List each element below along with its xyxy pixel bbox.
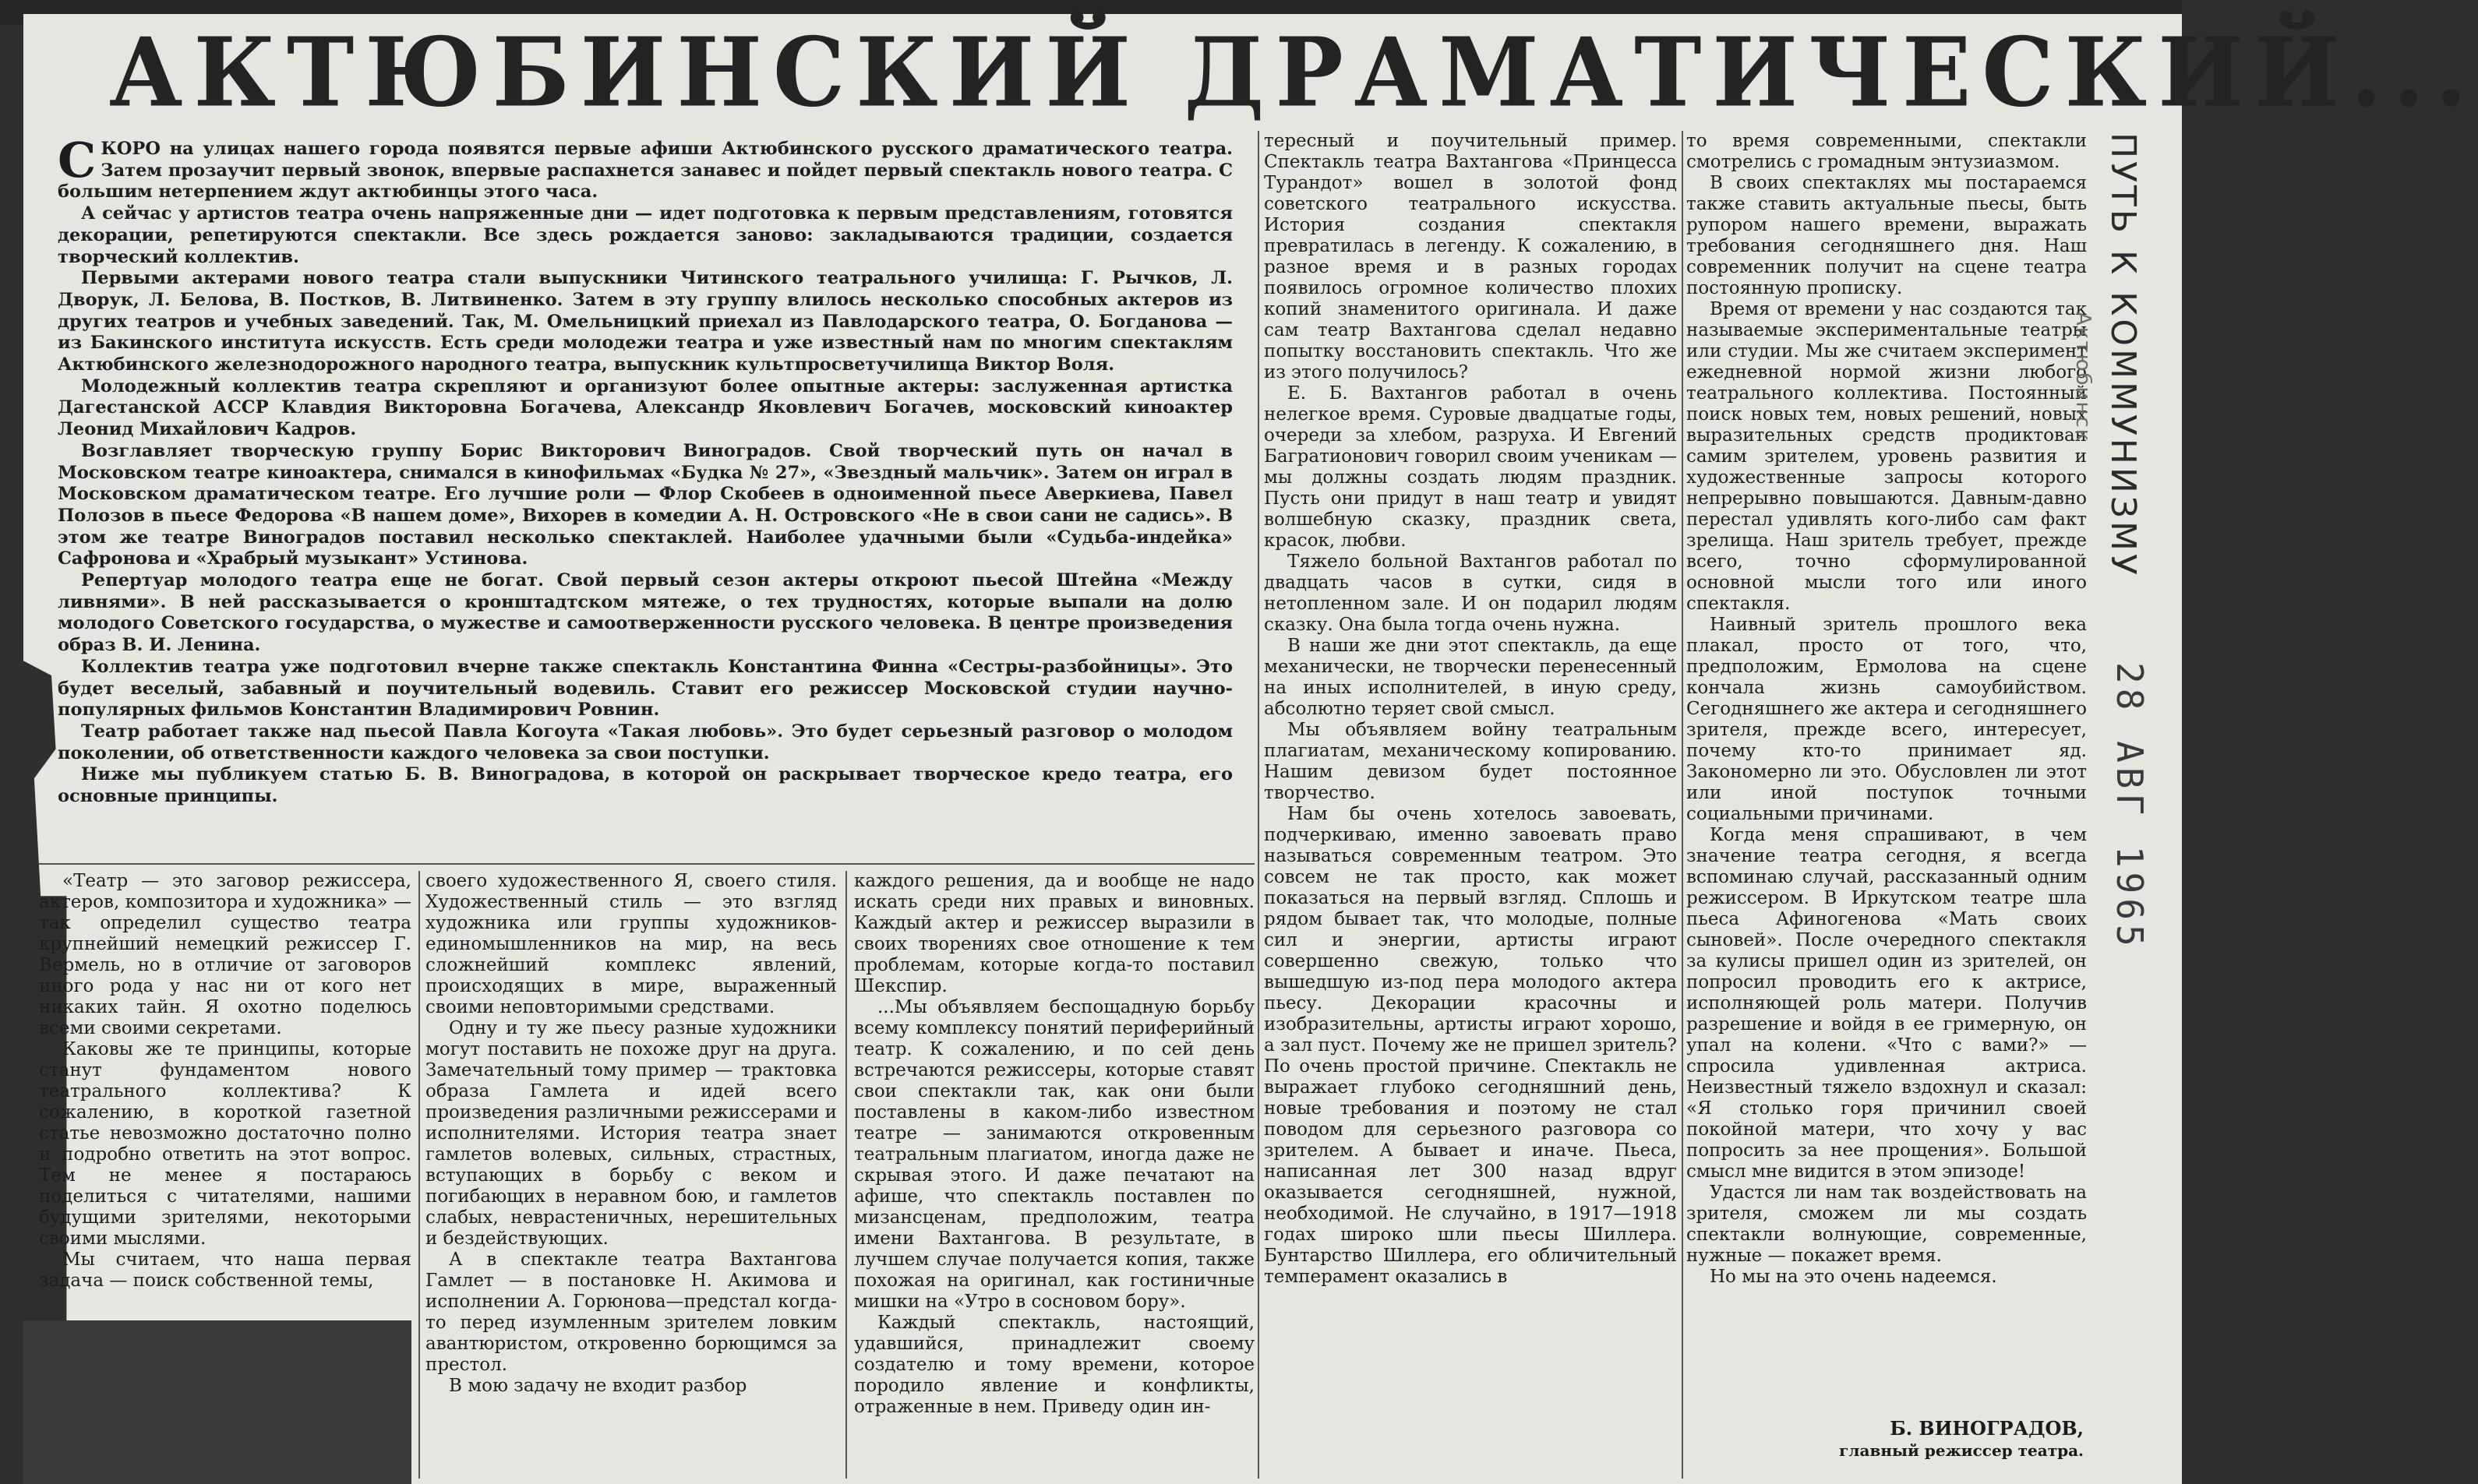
article-column-5 (1686, 131, 2087, 1455)
paragraph: тересный и поучительный пример. Спектакль театра Вахтангова «Принцесса Турандот» вошел в золотой фонд советского театрального искусства. История создания спектакля превратилась в легенду. К сожалению, в разное время и в разных городах появилось огромное количество плохих копий знаменитого оригинала. И даже сам театр Вахтангова сделал недавно попытку восстановить спектакль. Что же из этого получилось? (1264, 131, 1677, 382)
column-divider (1258, 131, 1259, 1479)
intro-paragraph-4: Молодежный коллектив театра скрепляют и организуют более опытные актеры: заслуженная артистка Дагестанской АССР Клавдия Викторовна Богачева, Александр Яковлевич Богачев, московский киноактер Леонид Михайлович Кадров. (58, 375, 1233, 440)
intro-paragraph-6: Репертуар молодого театра еще не богат. Свой первый сезон актеры откроют пьесой Штейна «Между ливнями». В ней рассказывается о кронштадтском мятеже, о тех трудностях, которые выпали на долю молодого Советского государства, о мужестве и самоотверженности русского человека. В центре произведения образ В. И. Ленина. (58, 570, 1233, 656)
paragraph: «Театр — это заговор режиссера, актеров, композитора и художника» — так определил существо театра крупнейший немецкий режиссер Г. Вермель, но в отличие от заговоров иного рода у нас ни от кого нет никаких тайн. Я охотно поделюсь всеми своими секретами. (39, 871, 411, 1038)
paragraph: Когда меня спрашивают, в чем значение театра сегодня, я всегда вспоминаю случай, рассказанный одним режиссером. В Иркутском театре шла пьеса Афиногенова «Мать своих сыновей». После очередного спектакля за кулисы пришел один из зрителей, он попросил проводить его к актрисе, исполняющей роль матери. Получив разрешение и войдя в ее гримерную, он упал на колени. «Что с вами?» — спросила удивленная актриса. Неизвестный тяжело вздохнул и сказал: «Я столько горя причинил своей покойной матери, что хочу у вас попросить за нее прощения». Большой смысл мне видится в этом эпизоде! (1686, 825, 2087, 1182)
paragraph: Мы считаем, что наша первая задача — поиск собственной темы, (39, 1250, 411, 1291)
paragraph: А в спектакле театра Вахтангова Гамлет — в постановке Н. Акимова и исполнении А. Горюнова—предстал когда-то перед изумленным зрителем ловким авантюристом, откровенно борющимся за престол. (425, 1250, 837, 1375)
paragraph: каждого решения, да и вообще не надо искать среди них правых и виновных. Каждый актер и режиссер выразили в своих творениях свое отношение к тем проблемам, которые когда-то поставил Шекспир. (854, 871, 1255, 996)
intro-section (58, 132, 1233, 844)
article-column-3 (854, 871, 1255, 1479)
city-stamp: Актюбинск (2071, 312, 2095, 443)
paragraph: ...Мы объявляем беспощадную борьбу всему комплексу понятий периферийный театр. К сожалению, и по сей день встречаются режиссеры, которые ставят свои спектакли так, как они были поставлены в каком-либо известном театре — занимаются откровенным театральным плагиатом, иногда даже не скрывая этого. И даже печатают на афише, что спектакль поставлен по мизансценам, предположим, театра имени Вахтангова. В результате, в лучшем случае получается копия, также похожая на оригинал, как гостиничные мишки на «Утро в сосновом бору». (854, 997, 1255, 1312)
paragraph: В наши же дни этот спектакль, да еще механически, не творчески перенесенный на иных исполнителей, в иную среду, абсолютно теряет свой смысл. (1264, 636, 1677, 719)
column-divider (418, 871, 420, 1479)
paragraph: Нам бы очень хотелось завоевать, подчеркиваю, именно завоевать право называться современным театром. Это совсем не так просто, как может показаться на первый взгляд. Сплошь и рядом бывает так, что молодые, полные сил и энергии, артисты играют совершенно свежую, только что вышедшую из-под пера молодого актера пьесу. Декорации красочны и изобразительны, артисты играют хорошо, а зал пуст. Почему же не пришел зритель? По очень простой причине. Спектакль не выражает глубоко сегодняшний день, новые требования и поэтому не стал поводом для серьезного разговора со зрителем. А бывает и иначе. Пьеса, написанная лет 300 назад вдруг оказывается сегодняшней, нужной, необходимой. Не случайно, в 1917—1918 годах широко шли пьесы Шиллера. Бунтарство Шиллера, его обличительный темперамент оказались в (1264, 804, 1677, 1287)
paragraph: Тяжело больной Вахтангов работал по двадцать часов в сутки, сидя в нетопленном зале. И он подарил людям сказку. Она была тогда очень нужна. (1264, 552, 1677, 635)
intro-paragraph-2: А сейчас у артистов театра очень напряженные дни — идет подготовка к первым представлениям, готовятся декорации, репетируются спектакли. Все здесь рождается заново: закладываются традиции, создается творческий коллектив. (58, 203, 1233, 267)
article-column-2 (425, 871, 837, 1479)
paragraph: своего художественного Я, своего стиля. Художественный стиль — это взгляд художника или группы художников-единомышленников на мир, на весь сложнейший комплекс явлений, происходящих в мире, выраженный своими неповторимыми средствами. (425, 871, 837, 1017)
background-strip (23, 1320, 411, 1484)
paragraph: Каковы же те принципы, которые станут фундаментом нового театрального коллектива? К сожалению, в короткой газетной статье невозможно достаточно полно и подробно ответить на этот вопрос. Тем не менее я постараюсь поделиться с читателями, нашими будущими зрителями, некоторыми своими мыслями. (39, 1039, 411, 1249)
paragraph: Удастся ли нам так воздействовать на зрителя, сможем ли мы создать спектакли волнующие, современные, нужные — покажет время. (1686, 1183, 2087, 1266)
intro-paragraph-3: Первыми актерами нового театра стали выпускники Читинского театрального училища: Г. Рычков, Л. Дворук, Л. Белова, В. Постков, В. Литвиненко. Затем в эту группу влилось несколько способных актеров из других театров и учебных заведений. Так, М. Омельницкий приехал из Павлодарского театра, О. Богданова — из Бакинского института искусств. Есть среди молодежи театра и уже известный нам по многим спектаклям Актюбинского железнодорожного народного театра, выпускник культпросветучилища Виктор Воля. (58, 268, 1233, 375)
paragraph: В мою задачу не входит разбор (449, 1376, 747, 1396)
intro-paragraph-5: Возглавляет творческую группу Борис Викторович Виноградов. Свой творческий путь он начал в Московском театре киноактера, снимался в кинофильмах «Будка № 27», «Звездный мальчик». Затем он играл в Московском драматическом театре. Его лучшие роли — Флор Скобеев в одноименной пьесе Аверкиева, Павел Полозов в пьесе Федорова «В нашем доме», Вихорев в комедии А. Н. Островского «Не в свои сани не садись». В этом же театре Виноградов поставил несколько спектаклей. Наиболее удачными были «Судьба-индейка» Сафронова и «Храбрый музыкант» Устинова. (58, 440, 1233, 569)
intro-paragraph-8: Театр работает также над пьесой Павла Когоута «Такая любовь». Это будет серьезный разговор о молодом поколении, об ответственности каждого человека за свои поступки. (58, 721, 1233, 763)
author-title: главный режиссер театра. (1839, 1441, 2084, 1460)
paragraph: Время от времени у нас создаются так называемые экспериментальные театры или студии. Мы же считаем эксперимент ежедневной нормой жизни любого театрального коллектива. Постоянный поиск новых тем, новых решений, новых выразительных средств продиктован самим зрителем, уровень развития и художественные запросы которого непрерывно повышаются. Давным-давно перестал удивлять кого-либо сам факт зрелища. Наш зритель требует, прежде всего, точно сформулированной основной мысли того или иного спектакля. (1686, 299, 2087, 614)
drop-cap: С (58, 132, 97, 189)
paragraph: Е. Б. Вахтангов работал в очень нелегкое время. Суровые двадцатые годы, очереди за хлебом, разруха. И Евгений Багратионович говорил своим ученикам — мы должны создать людям праздник. Пусть они придут в наш театр и увидят волшебную сказку, праздник света, красок, любви. (1264, 383, 1677, 551)
paragraph: Но мы на это очень надеемся. (1710, 1267, 1997, 1287)
column-divider (1682, 131, 1683, 1479)
column-divider (845, 871, 847, 1479)
author-name: Б. ВИНОГРАДОВ, (1890, 1417, 2084, 1440)
article-column-4 (1264, 131, 1677, 1479)
author-signature (1688, 1418, 2084, 1461)
newspaper-stamp: ПУТЬ К КОММУНИЗМУ (2103, 132, 2143, 578)
paragraph: Одну и ту же пьесу разные художники могут поставить не похоже друг на друга. Замечательный тому пример — трактовка образа Гамлета и идей всего произведения различными режиссерами и исполнителями. История театра знает гамлетов волевых, сильных, страстных, вступающих в борьбу с веком и погибающих в неравном бою, и гамлетов слабых, неврастеничных, нерешительных и бездействующих. (425, 1018, 837, 1249)
date-stamp: 28 АВГ 1965 (2109, 662, 2151, 951)
intro-paragraph-7: Коллектив театра уже подготовил вчерне также спектакль Константина Финна «Сестры-разбойницы». Это будет веселый, забавный и поучительный водевиль. Ставит его режиссер Московской студии научно-популярных фильмов Константин Владимирович Ровнин. (58, 656, 1233, 721)
intro-paragraph-9: Ниже мы публикуем статью Б. В. Виноградова, в которой он раскрывает творческое кредо театра, его основные принципы. (58, 764, 1233, 807)
headline: АКТЮБИНСКИЙ ДРАМАТИЧЕСКИЙ... (109, 17, 2478, 129)
article-column-1 (39, 871, 411, 1307)
intro-paragraph-1: СКОРО на улицах нашего города появятся первые афиши Актюбинского русского драматического театра. Затем прозаучит первый звонок, впервые распахнется занавес и пойдет первый спектакль нового театра. С большим нетерпением ждут актюбинцы этого часа. (58, 132, 1233, 203)
paragraph: Каждый спектакль, настоящий, удавшийся, принадлежит своему создателю и тому времени, которое породило явление и конфликты, отраженные в нем. Приведу один ин- (854, 1313, 1255, 1417)
section-divider (39, 863, 1255, 865)
paragraph: Мы объявляем войну театральным плагиатам, механическому копированию. Нашим девизом будет постоянное творчество. (1264, 720, 1677, 803)
paragraph: то время современными, спектакли смотрелись с громадным энтузиазмом. (1686, 131, 2087, 172)
paragraph: Наивный зритель прошлого века плакал, просто от того, что, предположим, Ермолова на сцене кончала жизнь самоубийством. Сегодняшнего же актера и сегодняшнего зрителя, прежде всего, интересует, почему кто-то принимает яд. Закономерно ли это. Обусловлен ли этот или иной поступок точными социальными причинами. (1686, 615, 2087, 824)
paragraph: В своих спектаклях мы постараемся также ставить актуальные пьесы, быть рупором нашего времени, выражать требования сегодняшнего дня. Наш современник получит на сцене театра постоянную прописку. (1686, 173, 2087, 298)
